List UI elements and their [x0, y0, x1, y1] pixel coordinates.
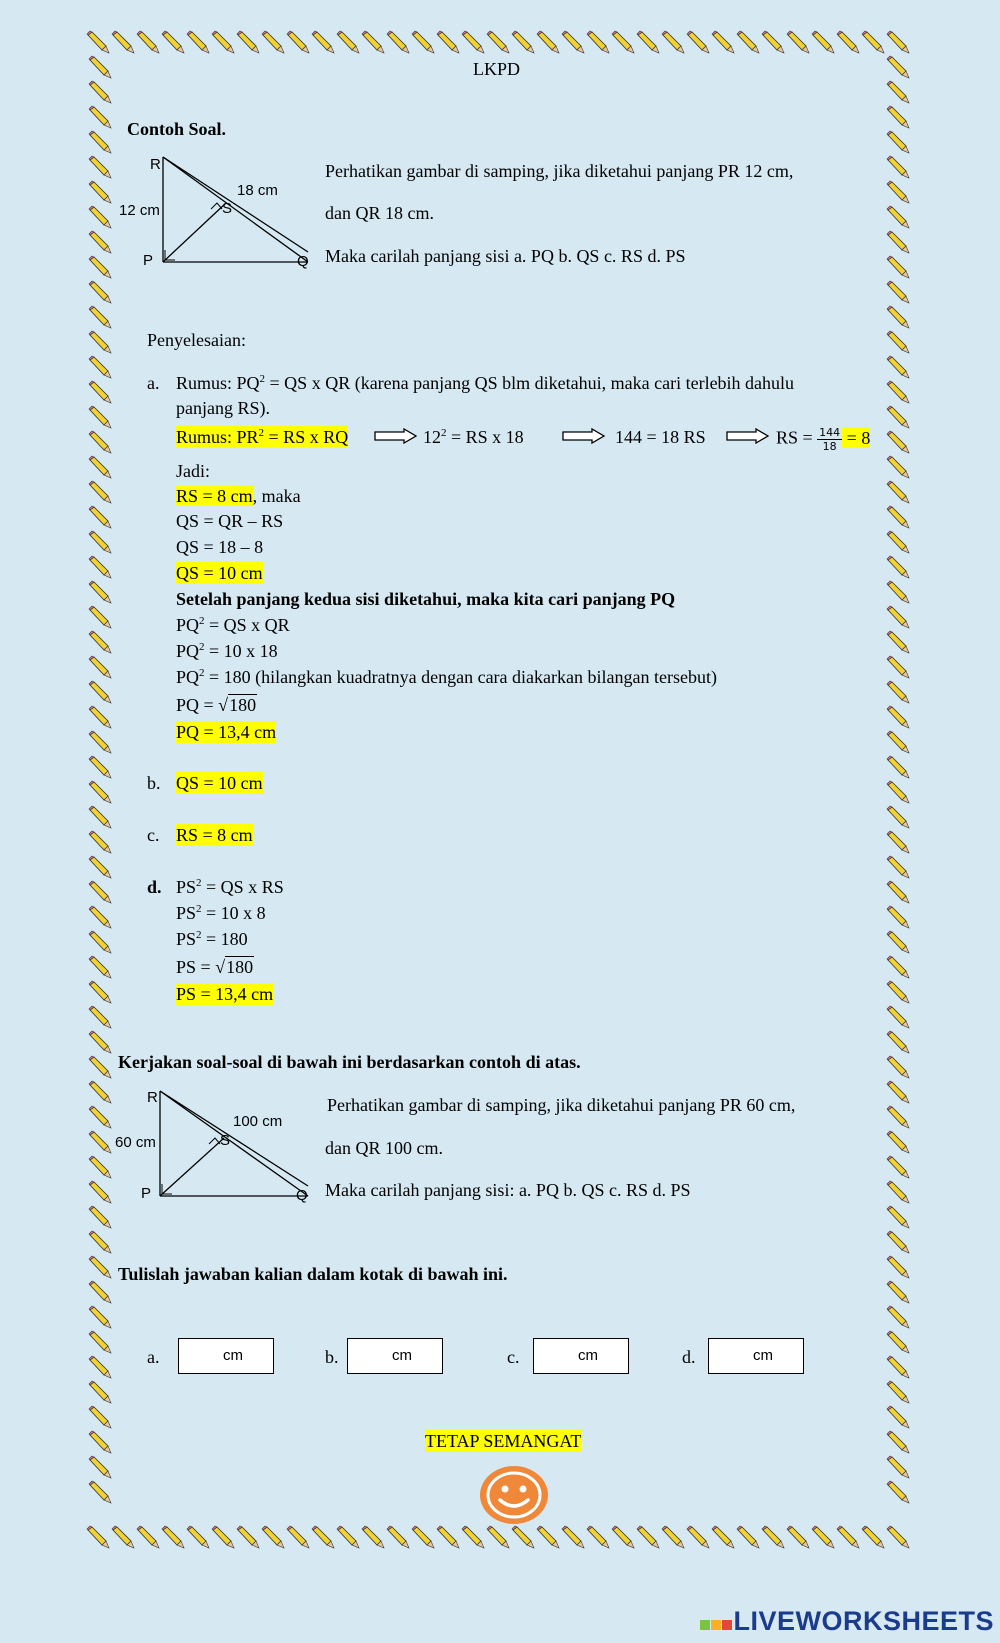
pencil-border-right — [887, 231, 909, 253]
pencil-border-left — [89, 1306, 111, 1328]
pencil-border-left — [89, 1256, 111, 1278]
solution-c-marker: c. — [147, 825, 160, 845]
pencil-border-top — [837, 31, 859, 53]
pencil-border-top — [612, 31, 634, 53]
pencil-border-bottom — [537, 1526, 559, 1548]
pencil-border-top — [537, 31, 559, 53]
pencil-border-left — [89, 881, 111, 903]
pencil-border-top — [212, 31, 234, 53]
pencil-border-bottom — [787, 1526, 809, 1548]
pencil-border-right — [887, 281, 909, 303]
pencil-border-left — [89, 1456, 111, 1478]
pencil-border-top — [437, 31, 459, 53]
vertex-r-label: R — [150, 156, 161, 173]
pencil-border-bottom — [237, 1526, 259, 1548]
answer-c-box[interactable] — [533, 1338, 629, 1374]
pencil-border-right — [887, 356, 909, 378]
pencil-border-bottom — [712, 1526, 734, 1548]
pencil-border-left — [89, 706, 111, 728]
pencil-border-left — [89, 656, 111, 678]
pencil-border-left — [89, 106, 111, 128]
pencil-border-top — [387, 31, 409, 53]
pencil-border-top — [487, 31, 509, 53]
qs-line-2: QS = 18 – 8 — [176, 537, 264, 557]
pencil-border-right — [887, 831, 909, 853]
pencil-border-bottom — [612, 1526, 634, 1548]
pencil-border-right — [887, 1181, 909, 1203]
pq-formula-cont: panjang RS). — [176, 398, 270, 418]
example-line-3: Maka carilah panjang sisi a. PQ b. QS c. RS d. PS — [325, 246, 686, 266]
pencil-border-right — [887, 1206, 909, 1228]
pencil-border-right — [887, 981, 909, 1003]
pencil-border-right — [887, 706, 909, 728]
vertex-s-label: S — [220, 1132, 231, 1149]
pencil-border-bottom — [762, 1526, 784, 1548]
pencil-border-left — [89, 1331, 111, 1353]
pencil-border-left — [89, 306, 111, 328]
pencil-border-right — [887, 856, 909, 878]
pencil-border-right — [887, 406, 909, 428]
pencil-border-left — [89, 56, 111, 78]
solution-d-marker: d. — [147, 877, 162, 897]
pencil-border-right — [887, 556, 909, 578]
pencil-border-right — [887, 1306, 909, 1328]
step-2: 144 = 18 RS — [615, 427, 706, 447]
pencil-border-bottom — [737, 1526, 759, 1548]
pencil-border-top — [137, 31, 159, 53]
pencil-border-top — [287, 31, 309, 53]
pencil-border-right — [887, 1256, 909, 1278]
pencil-border-right — [887, 106, 909, 128]
pencil-border-left — [89, 381, 111, 403]
qs-line-1: QS = QR – RS — [176, 511, 284, 531]
pencil-border-right — [887, 1481, 909, 1503]
pencil-border-right — [887, 1231, 909, 1253]
pencil-border-top — [312, 31, 334, 53]
pencil-border-top — [737, 31, 759, 53]
pencil-border-top — [87, 31, 109, 53]
pencil-border-right — [887, 1006, 909, 1028]
pencil-border-left — [89, 1381, 111, 1403]
jadi-label: Jadi: — [176, 461, 210, 481]
liveworksheets-logo[interactable]: LIVEWORKSHEETS — [700, 1606, 994, 1637]
answer-b-unit: cm — [392, 1347, 412, 1364]
pencil-border-left — [89, 406, 111, 428]
solution-heading: Penyelesaian: — [147, 330, 246, 350]
pencil-border-left — [89, 1031, 111, 1053]
pencil-border-right — [887, 431, 909, 453]
pencil-border-top — [337, 31, 359, 53]
pencil-border-right — [887, 81, 909, 103]
pencil-border-right — [887, 1131, 909, 1153]
answer-c-label: c. — [507, 1347, 520, 1367]
ps-line-4: PS = √180 — [176, 957, 254, 977]
pencil-border-top — [637, 31, 659, 53]
arrow-right-icon — [562, 428, 606, 444]
pencil-border-right — [887, 656, 909, 678]
example-heading: Contoh Soal. — [127, 119, 227, 139]
qs-result: QS = 10 cm — [176, 563, 263, 583]
pencil-border-top — [687, 31, 709, 53]
pencil-border-left — [89, 731, 111, 753]
pencil-border-bottom — [412, 1526, 434, 1548]
pq-line-3: $PQ^2 = 180$ (hilangkan kuadratnya dengan cara diakarkan bilangan tersebut) — [176, 667, 717, 687]
pencil-border-right — [887, 681, 909, 703]
pencil-border-bottom — [887, 1526, 909, 1548]
pencil-border-right — [887, 306, 909, 328]
pencil-border-right — [887, 1281, 909, 1303]
pencil-border-left — [89, 506, 111, 528]
pencil-border-top — [462, 31, 484, 53]
pencil-border-top — [562, 31, 584, 53]
pencil-border-left — [89, 781, 111, 803]
rs-result-line: RS = 8 cm, maka — [176, 486, 301, 506]
pencil-border-bottom — [662, 1526, 684, 1548]
pencil-border-bottom — [162, 1526, 184, 1548]
ps-line-3: $PS^2 = 180$ — [176, 929, 248, 949]
pencil-border-left — [89, 1006, 111, 1028]
pq-result: PQ = 13,4 cm — [176, 722, 277, 742]
pencil-border-left — [89, 906, 111, 928]
pencil-border-right — [887, 606, 909, 628]
pencil-border-top — [512, 31, 534, 53]
pencil-border-left — [89, 606, 111, 628]
arrow-right-icon — [374, 428, 418, 444]
pencil-border-right — [887, 806, 909, 828]
pencil-border-top — [862, 31, 884, 53]
example-line-1: Perhatikan gambar di samping, jika diketahui panjang PR 12 cm, — [325, 161, 794, 181]
pencil-border-right — [887, 931, 909, 953]
example-line-2: dan QR 18 cm. — [325, 203, 434, 223]
pencil-border-top — [812, 31, 834, 53]
pencil-border-bottom — [262, 1526, 284, 1548]
pencil-border-left — [89, 831, 111, 853]
pencil-border-right — [887, 956, 909, 978]
pencil-border-left — [89, 581, 111, 603]
answer-a-box[interactable] — [178, 1338, 274, 1374]
pencil-border-top — [712, 31, 734, 53]
pencil-border-left — [89, 931, 111, 953]
c-result: RS = 8 cm — [176, 825, 253, 845]
pencil-border-right — [887, 56, 909, 78]
pencil-border-bottom — [112, 1526, 134, 1548]
pencil-border-left — [89, 1406, 111, 1428]
pencil-border-top — [262, 31, 284, 53]
pencil-border-left — [89, 631, 111, 653]
pencil-border-bottom — [812, 1526, 834, 1548]
pencil-border-top — [787, 31, 809, 53]
answer-d-unit: cm — [753, 1347, 773, 1364]
answers-instruction: Tulislah jawaban kalian dalam kotak di bawah ini. — [118, 1264, 508, 1284]
vertex-q-label: Q — [297, 253, 309, 270]
page-title: LKPD — [473, 59, 521, 79]
pencil-border-right — [887, 381, 909, 403]
pencil-border-left — [89, 856, 111, 878]
ps-line-1: $PS^2$ = QS x RS — [176, 877, 284, 897]
pencil-border-right — [887, 456, 909, 478]
answer-d-label: d. — [682, 1347, 696, 1367]
pencil-border-right — [887, 881, 909, 903]
pencil-border-top — [662, 31, 684, 53]
vertex-s-label: S — [222, 200, 233, 217]
pencil-border-bottom — [587, 1526, 609, 1548]
pencil-border-left — [89, 531, 111, 553]
pencil-border-right — [887, 331, 909, 353]
pencil-border-bottom — [862, 1526, 884, 1548]
exercise-line-1: Perhatikan gambar di samping, jika diketahui panjang PR 60 cm, — [327, 1095, 796, 1115]
pencil-border-right — [887, 1456, 909, 1478]
pencil-border-right — [887, 581, 909, 603]
vertex-p-label: P — [143, 252, 154, 269]
answer-a-unit: cm — [223, 1347, 243, 1364]
pencil-border-left — [89, 681, 111, 703]
pencil-border-right — [887, 631, 909, 653]
pq-line-1: $PQ^2$ = QS x QR — [176, 615, 290, 635]
pencil-border-left — [89, 1281, 111, 1303]
pencil-border-bottom — [87, 1526, 109, 1548]
smiley-icon — [476, 1463, 552, 1527]
pencil-border-right — [887, 731, 909, 753]
solution-a-marker: a. — [147, 373, 160, 393]
pencil-border-right — [887, 256, 909, 278]
pencil-border-bottom — [212, 1526, 234, 1548]
pencil-border-bottom — [512, 1526, 534, 1548]
pencil-border-top — [412, 31, 434, 53]
side-pr-label: 60 cm — [115, 1134, 156, 1151]
side-qr-label: 18 cm — [237, 182, 278, 199]
pencil-border-top — [187, 31, 209, 53]
pencil-border-right — [887, 531, 909, 553]
pencil-border-right — [887, 1431, 909, 1453]
pencil-border-bottom — [337, 1526, 359, 1548]
pencil-border-right — [887, 206, 909, 228]
step-3: RS = $\frac{144}{18}$ = 8 — [776, 426, 871, 453]
pencil-border-bottom — [637, 1526, 659, 1548]
answer-b-label: b. — [325, 1347, 339, 1367]
pencil-border-top — [887, 31, 909, 53]
pencil-border-left — [89, 281, 111, 303]
arrow-right-icon — [726, 428, 770, 444]
pencil-border-bottom — [362, 1526, 384, 1548]
pq-line-4: PQ = √180 — [176, 695, 257, 715]
side-pr-label: 12 cm — [119, 202, 160, 219]
pencil-border-left — [89, 956, 111, 978]
pencil-border-right — [887, 1381, 909, 1403]
pencil-border-right — [887, 1081, 909, 1103]
exercise-line-2: dan QR 100 cm. — [325, 1138, 443, 1158]
pencil-border-right — [887, 156, 909, 178]
pencil-border-bottom — [837, 1526, 859, 1548]
answer-b-box[interactable] — [347, 1338, 443, 1374]
answer-c-unit: cm — [578, 1347, 598, 1364]
answer-a-label: a. — [147, 1347, 160, 1367]
pencil-border-left — [89, 981, 111, 1003]
pencil-border-right — [887, 906, 909, 928]
pencil-border-left — [89, 481, 111, 503]
pencil-border-top — [762, 31, 784, 53]
pencil-border-top — [362, 31, 384, 53]
pencil-border-right — [887, 1331, 909, 1353]
b-result: QS = 10 cm — [176, 773, 263, 793]
exercise-line-3: Maka carilah panjang sisi: a. PQ b. QS c. RS d. PS — [325, 1180, 691, 1200]
pencil-border-top — [162, 31, 184, 53]
pencil-border-right — [887, 1056, 909, 1078]
solution-b-marker: b. — [147, 773, 161, 793]
pencil-border-bottom — [287, 1526, 309, 1548]
motto-text: TETAP SEMANGAT — [425, 1431, 582, 1451]
ps-result: PS = 13,4 cm — [176, 984, 274, 1004]
pencil-border-right — [887, 1106, 909, 1128]
side-qr-label: 100 cm — [233, 1113, 283, 1130]
rs-formula-highlight: Rumus: $PR^2$ = RS x RQ — [176, 427, 349, 447]
pencil-border-right — [887, 131, 909, 153]
pencil-border-bottom — [462, 1526, 484, 1548]
pencil-border-right — [887, 781, 909, 803]
pencil-border-bottom — [437, 1526, 459, 1548]
pencil-border-top — [112, 31, 134, 53]
pencil-border-left — [89, 806, 111, 828]
ps-line-2: $PS^2 = 10$ x 8 — [176, 903, 266, 923]
pencil-border-bottom — [137, 1526, 159, 1548]
vertex-q-label: Q — [296, 1187, 308, 1204]
pencil-border-left — [89, 756, 111, 778]
pencil-border-right — [887, 481, 909, 503]
pencil-border-left — [89, 1231, 111, 1253]
pencil-border-bottom — [562, 1526, 584, 1548]
pencil-border-top — [587, 31, 609, 53]
pencil-border-top — [237, 31, 259, 53]
pencil-border-bottom — [187, 1526, 209, 1548]
pencil-border-bottom — [687, 1526, 709, 1548]
pencil-border-right — [887, 181, 909, 203]
pencil-border-right — [887, 756, 909, 778]
pencil-border-right — [887, 1031, 909, 1053]
pencil-border-bottom — [487, 1526, 509, 1548]
vertex-r-label: R — [147, 1089, 158, 1106]
pencil-border-left — [89, 356, 111, 378]
pq-formula-line: Rumus: $PQ^2$ = QS x QR (karena panjang QS blm diketahui, maka cari terlebih dahulu — [176, 373, 795, 393]
answer-d-box[interactable] — [708, 1338, 804, 1374]
pq-line-2: $PQ^2 = 10$ x 18 — [176, 641, 278, 661]
pencil-border-right — [887, 506, 909, 528]
pencil-border-left — [89, 556, 111, 578]
step-1: $12^2$ = RS x 18 — [423, 427, 524, 447]
pencil-border-left — [89, 456, 111, 478]
pencil-border-left — [89, 331, 111, 353]
pencil-border-left — [89, 131, 111, 153]
vertex-p-label: P — [141, 1185, 152, 1202]
pencil-border-right — [887, 1406, 909, 1428]
pq-bold-line: Setelah panjang kedua sisi diketahui, maka kita cari panjang PQ — [176, 589, 676, 609]
pencil-border-left — [89, 1356, 111, 1378]
exercise-instruction: Kerjakan soal-soal di bawah ini berdasarkan contoh di atas. — [118, 1052, 581, 1072]
pencil-border-right — [887, 1156, 909, 1178]
pencil-border-left — [89, 1431, 111, 1453]
pencil-border-left — [89, 81, 111, 103]
pencil-border-right — [887, 1356, 909, 1378]
pencil-border-left — [89, 1056, 111, 1078]
pencil-border-bottom — [387, 1526, 409, 1548]
pencil-border-left — [89, 431, 111, 453]
pencil-border-left — [89, 1481, 111, 1503]
pencil-border-bottom — [312, 1526, 334, 1548]
